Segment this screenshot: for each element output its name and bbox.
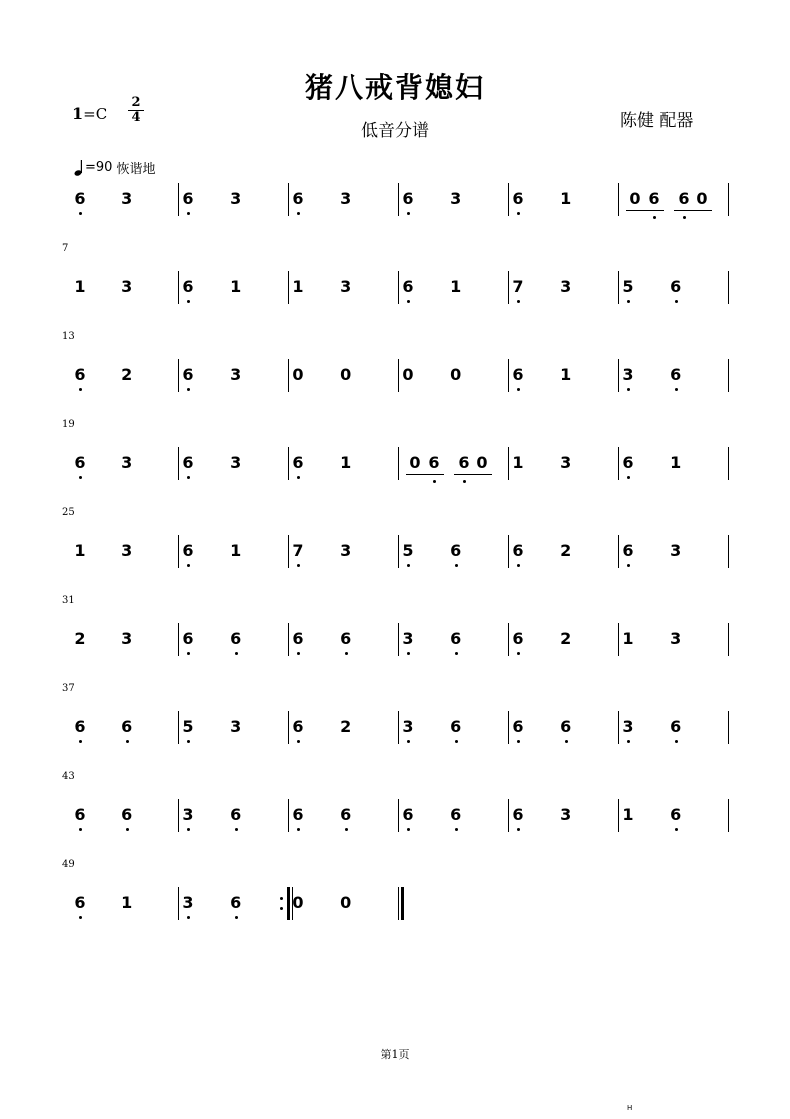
note-digit: 6: [292, 717, 304, 736]
tempo-expression: 恢谐地: [116, 162, 156, 177]
note-digit: 3: [121, 453, 133, 472]
low-octave-dot: [187, 212, 190, 215]
low-octave-dot: [187, 300, 190, 303]
note-digit: 7: [512, 277, 524, 296]
note-digit: 6: [230, 805, 242, 824]
note-digit: 6: [450, 717, 462, 736]
repeat-dot: [280, 897, 283, 900]
barline: [288, 359, 289, 392]
barline: [508, 447, 509, 480]
measure-number: 43: [62, 771, 75, 782]
repeat-barline: [287, 887, 290, 920]
low-octave-dot: [187, 476, 190, 479]
measure-number: 31: [62, 595, 75, 606]
tempo-value: =90: [85, 160, 113, 175]
barline: [288, 271, 289, 304]
note-digit: 1: [121, 893, 133, 912]
note-digit: 6: [622, 541, 634, 560]
measure-number: 19: [62, 419, 75, 430]
note-digit: 1: [622, 805, 634, 824]
barline: [508, 711, 509, 744]
barline: [178, 271, 179, 304]
barline: [618, 711, 619, 744]
note-digit: 6: [292, 189, 304, 208]
note-digit: 1: [560, 189, 572, 208]
note-digit: 6: [182, 453, 194, 472]
note-digit: 6: [74, 365, 86, 384]
barline: [618, 535, 619, 568]
note-digit: 3: [121, 277, 133, 296]
low-octave-dot: [126, 828, 129, 831]
low-octave-dot: [517, 300, 520, 303]
note-digit: 6: [182, 189, 194, 208]
note-digit: 3: [230, 189, 242, 208]
note-digit: 1: [74, 277, 86, 296]
time-signature: [128, 96, 144, 125]
low-octave-dot: [455, 740, 458, 743]
barline: [398, 535, 399, 568]
note-digit: 6: [230, 893, 242, 912]
measure-number: 13: [62, 331, 75, 342]
low-octave-dot: [517, 828, 520, 831]
barline: [728, 623, 729, 656]
low-octave-dot: [407, 828, 410, 831]
note-digit: 0: [402, 365, 414, 384]
low-octave-dot: [517, 388, 520, 391]
low-octave-dot: [79, 388, 82, 391]
note-digit: 0: [696, 189, 708, 208]
note-digit: 6: [670, 277, 682, 296]
barline: [618, 799, 619, 832]
low-octave-dot: [517, 212, 520, 215]
note-digit: 3: [560, 277, 572, 296]
note-digit: 6: [450, 629, 462, 648]
low-octave-dot: [235, 916, 238, 919]
note-digit: 3: [670, 541, 682, 560]
low-octave-dot: [79, 740, 82, 743]
note-digit: 6: [512, 629, 524, 648]
note-digit: 6: [512, 189, 524, 208]
barline: [178, 799, 179, 832]
tempo-marking: [74, 158, 155, 177]
note-digit: 1: [230, 541, 242, 560]
note-digit: 6: [340, 805, 352, 824]
note-digit: 6: [182, 277, 194, 296]
low-octave-dot: [79, 476, 82, 479]
low-octave-dot: [517, 740, 520, 743]
note-digit: 6: [428, 453, 440, 472]
barline: [618, 623, 619, 656]
low-octave-dot: [683, 216, 686, 219]
note-digit: 1: [560, 365, 572, 384]
low-octave-dot: [675, 300, 678, 303]
note-digit: 6: [450, 805, 462, 824]
barline: [398, 447, 399, 480]
note-digit: 6: [292, 453, 304, 472]
low-octave-dot: [187, 564, 190, 567]
note-digit: 1: [340, 453, 352, 472]
barline: [288, 711, 289, 744]
low-octave-dot: [407, 740, 410, 743]
barline: [508, 359, 509, 392]
barline: [288, 623, 289, 656]
note-digit: 3: [182, 805, 194, 824]
barline: [398, 359, 399, 392]
low-octave-dot: [297, 828, 300, 831]
low-octave-dot: [517, 564, 520, 567]
barline: [728, 359, 729, 392]
note-digit: 0: [292, 893, 304, 912]
low-octave-dot: [517, 652, 520, 655]
barline: [508, 183, 509, 216]
key-one: 1: [72, 104, 84, 123]
low-octave-dot: [407, 300, 410, 303]
note-digit: 6: [230, 629, 242, 648]
low-octave-dot: [675, 828, 678, 831]
barline: [618, 271, 619, 304]
note-digit: 3: [121, 189, 133, 208]
barline: [398, 183, 399, 216]
final-barline-thin: [398, 887, 399, 920]
low-octave-dot: [187, 388, 190, 391]
low-octave-dot: [653, 216, 656, 219]
note-digit: 6: [74, 189, 86, 208]
note-digit: 2: [340, 717, 352, 736]
note-digit: 3: [402, 717, 414, 736]
score-title: 猪八戒背媳妇: [304, 71, 485, 104]
note-digit: 6: [182, 365, 194, 384]
measure-number: 37: [62, 683, 75, 694]
low-octave-dot: [187, 828, 190, 831]
note-digit: 6: [512, 717, 524, 736]
note-digit: 6: [121, 805, 133, 824]
note-digit: 3: [230, 365, 242, 384]
note-digit: 6: [512, 541, 524, 560]
note-digit: 0: [629, 189, 641, 208]
low-octave-dot: [627, 300, 630, 303]
barline: [178, 711, 179, 744]
measure-number: 49: [62, 859, 75, 870]
low-octave-dot: [463, 480, 466, 483]
note-digit: 6: [670, 717, 682, 736]
corner-mark: H: [627, 1104, 633, 1112]
barline: [178, 887, 179, 920]
low-octave-dot: [187, 652, 190, 655]
low-octave-dot: [345, 652, 348, 655]
low-octave-dot: [565, 740, 568, 743]
time-numerator: 2: [128, 96, 144, 111]
note-digit: 6: [458, 453, 470, 472]
note-digit: 1: [450, 277, 462, 296]
note-digit: 0: [340, 365, 352, 384]
note-digit: 5: [622, 277, 634, 296]
note-digit: 3: [402, 629, 414, 648]
note-digit: 6: [512, 365, 524, 384]
arranger-credit: 陈健 配器: [620, 111, 694, 131]
low-octave-dot: [627, 740, 630, 743]
barline: [508, 535, 509, 568]
barline: [178, 359, 179, 392]
barline: [288, 799, 289, 832]
low-octave-dot: [627, 388, 630, 391]
note-digit: 3: [622, 717, 634, 736]
low-octave-dot: [627, 476, 630, 479]
note-digit: 3: [622, 365, 634, 384]
key-signature: [72, 104, 107, 123]
note-digit: 3: [340, 277, 352, 296]
barline: [728, 711, 729, 744]
barline: [288, 535, 289, 568]
note-digit: 6: [182, 629, 194, 648]
note-digit: 5: [402, 541, 414, 560]
note-digit: 6: [560, 717, 572, 736]
low-octave-dot: [345, 828, 348, 831]
eighth-underline: [454, 474, 492, 475]
barline: [178, 183, 179, 216]
low-octave-dot: [79, 828, 82, 831]
note-digit: 0: [450, 365, 462, 384]
note-digit: 3: [340, 189, 352, 208]
low-octave-dot: [455, 828, 458, 831]
note-digit: 6: [622, 453, 634, 472]
barline: [728, 535, 729, 568]
note-digit: 3: [560, 805, 572, 824]
note-digit: 7: [292, 541, 304, 560]
low-octave-dot: [126, 740, 129, 743]
low-octave-dot: [79, 212, 82, 215]
note-digit: 3: [340, 541, 352, 560]
low-octave-dot: [675, 740, 678, 743]
note-digit: 3: [560, 453, 572, 472]
note-digit: 6: [292, 805, 304, 824]
note-digit: 6: [74, 453, 86, 472]
note-digit: 3: [670, 629, 682, 648]
note-digit: 6: [402, 189, 414, 208]
eighth-underline: [406, 474, 444, 475]
barline: [728, 183, 729, 216]
low-octave-dot: [235, 828, 238, 831]
note-digit: 6: [512, 805, 524, 824]
note-digit: 1: [670, 453, 682, 472]
note-digit: 1: [230, 277, 242, 296]
low-octave-dot: [407, 652, 410, 655]
note-digit: 6: [670, 805, 682, 824]
note-digit: 6: [340, 629, 352, 648]
note-digit: 6: [292, 629, 304, 648]
low-octave-dot: [455, 564, 458, 567]
note-digit: 1: [622, 629, 634, 648]
note-digit: 0: [409, 453, 421, 472]
barline: [508, 271, 509, 304]
time-denominator: 4: [131, 110, 141, 125]
barline: [618, 447, 619, 480]
note-digit: 1: [512, 453, 524, 472]
barline: [178, 535, 179, 568]
barline: [618, 183, 619, 216]
barline: [398, 799, 399, 832]
note-digit: 6: [402, 277, 414, 296]
barline: [288, 183, 289, 216]
note-digit: 6: [402, 805, 414, 824]
note-digit: 0: [476, 453, 488, 472]
note-digit: 0: [340, 893, 352, 912]
key-letter: C: [95, 105, 108, 123]
key-equals: =: [83, 105, 96, 123]
barline: [728, 271, 729, 304]
note-digit: 6: [678, 189, 690, 208]
barline: [398, 623, 399, 656]
note-digit: 1: [292, 277, 304, 296]
note-digit: 0: [292, 365, 304, 384]
low-octave-dot: [433, 480, 436, 483]
barline: [508, 799, 509, 832]
note-digit: 6: [450, 541, 462, 560]
low-octave-dot: [627, 564, 630, 567]
note-digit: 3: [230, 717, 242, 736]
barline: [178, 623, 179, 656]
note-digit: 6: [182, 541, 194, 560]
note-digit: 6: [670, 365, 682, 384]
low-octave-dot: [297, 212, 300, 215]
low-octave-dot: [675, 388, 678, 391]
low-octave-dot: [187, 916, 190, 919]
low-octave-dot: [407, 564, 410, 567]
eighth-underline: [626, 210, 664, 211]
score-subtitle: 低音分谱: [361, 121, 429, 141]
note-digit: 2: [74, 629, 86, 648]
low-octave-dot: [235, 652, 238, 655]
barline: [508, 623, 509, 656]
note-digit: 5: [182, 717, 194, 736]
note-digit: 3: [121, 541, 133, 560]
low-octave-dot: [407, 212, 410, 215]
repeat-dot: [280, 907, 283, 910]
low-octave-dot: [297, 740, 300, 743]
barline: [618, 359, 619, 392]
note-digit: 2: [560, 629, 572, 648]
low-octave-dot: [187, 740, 190, 743]
low-octave-dot: [297, 476, 300, 479]
note-digit: 6: [648, 189, 660, 208]
note-digit: 1: [74, 541, 86, 560]
barline: [178, 447, 179, 480]
measure-number: 7: [62, 243, 69, 254]
barline: [728, 447, 729, 480]
note-digit: 6: [121, 717, 133, 736]
note-digit: 6: [74, 893, 86, 912]
low-octave-dot: [297, 564, 300, 567]
barline: [288, 447, 289, 480]
note-digit: 6: [74, 805, 86, 824]
barline: [728, 799, 729, 832]
low-octave-dot: [455, 652, 458, 655]
quarter-note-icon: [74, 160, 83, 176]
note-digit: 3: [121, 629, 133, 648]
barline: [398, 711, 399, 744]
note-digit: 3: [182, 893, 194, 912]
note-digit: 6: [74, 717, 86, 736]
note-digit: 3: [230, 453, 242, 472]
low-octave-dot: [79, 916, 82, 919]
low-octave-dot: [297, 652, 300, 655]
barline: [398, 271, 399, 304]
eighth-underline: [674, 210, 712, 211]
page-footer: 第1页: [380, 1048, 410, 1061]
note-digit: 3: [450, 189, 462, 208]
measure-number: 25: [62, 507, 75, 518]
final-barline-thick: [401, 887, 404, 920]
note-digit: 2: [560, 541, 572, 560]
note-digit: 2: [121, 365, 133, 384]
